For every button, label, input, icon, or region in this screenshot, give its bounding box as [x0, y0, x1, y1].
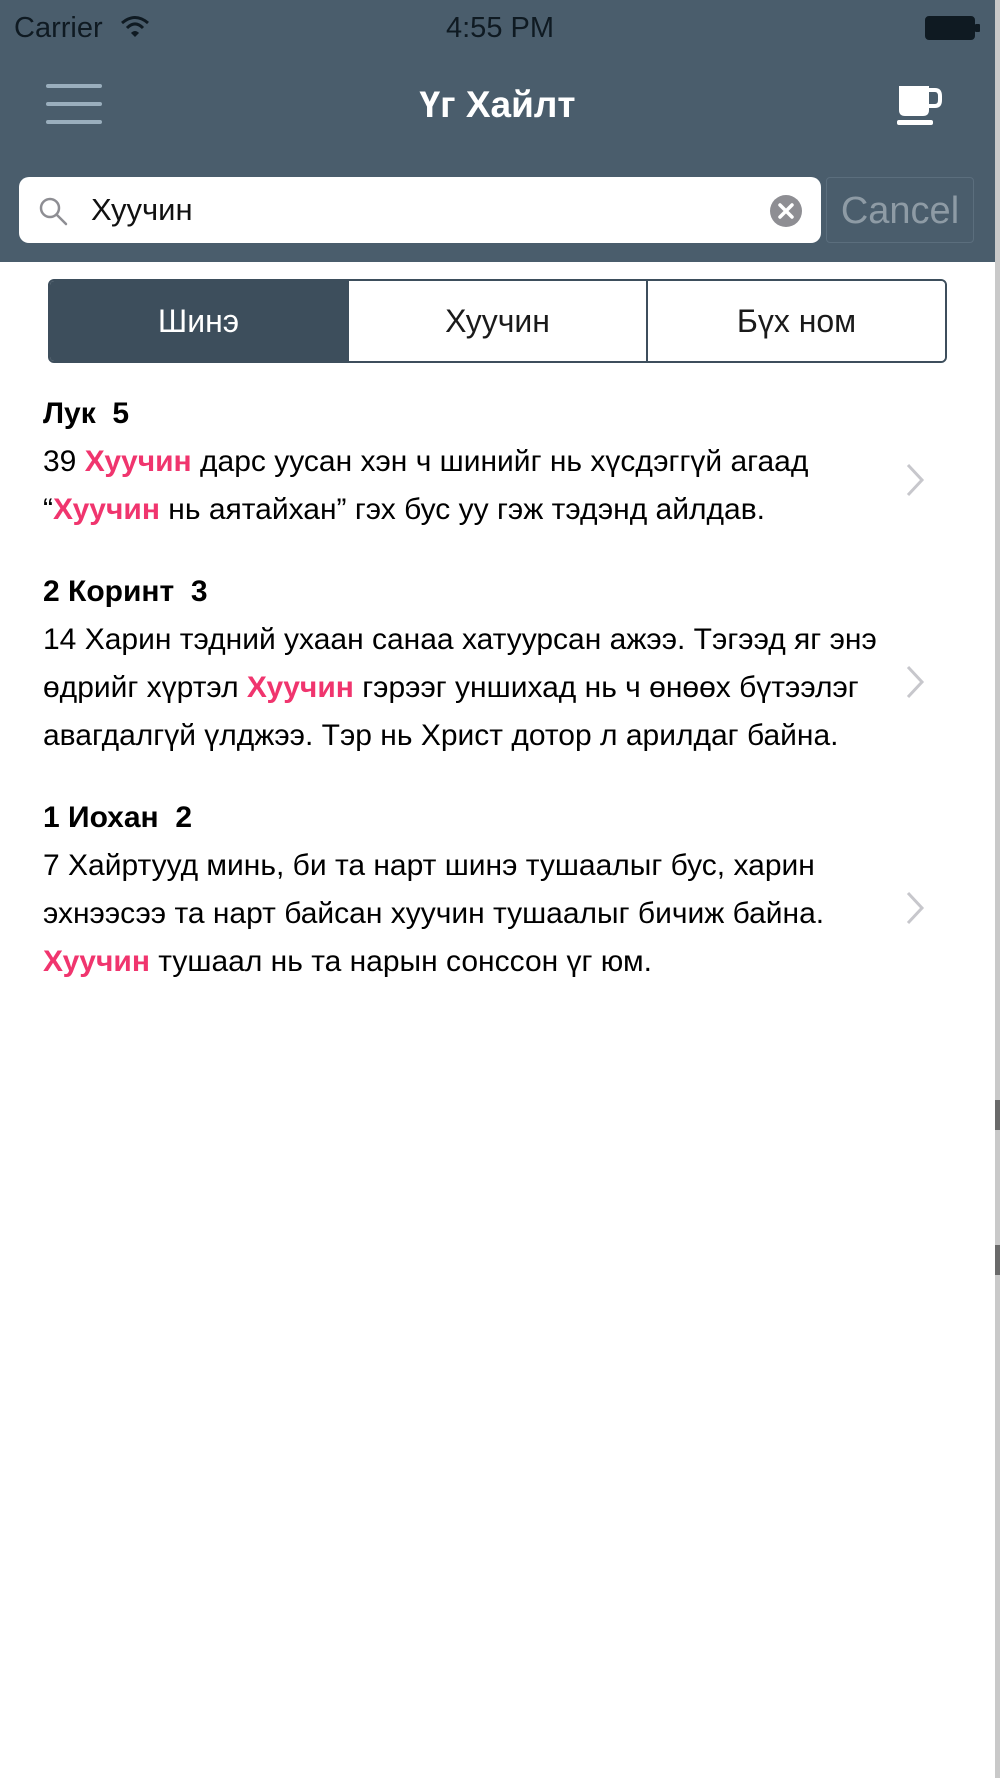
- chevron-right-icon: [905, 890, 925, 926]
- window-edge: [995, 0, 1000, 1778]
- result-verse-text: [43, 616, 915, 760]
- search-field[interactable]: [19, 177, 821, 243]
- status-time: 4:55 PM: [446, 12, 554, 44]
- verse-text-segment: 39: [43, 445, 85, 478]
- battery-icon: [925, 16, 981, 40]
- cancel-button[interactable]: Cancel: [826, 177, 974, 243]
- segment-new[interactable]: Шинэ: [50, 281, 347, 361]
- verse-text-segment: тушаал нь та нарын сонссон үг юм.: [149, 945, 652, 978]
- search-bar: [0, 158, 995, 262]
- chevron-right-icon: [905, 462, 925, 498]
- highlighted-match: Хуучин: [246, 671, 354, 704]
- highlighted-match: Хуучин: [53, 493, 160, 526]
- result-verse-text: [43, 438, 915, 534]
- result-reference: 2 Коринт 3: [43, 575, 208, 608]
- result-reference: 1 Иохан 2: [43, 801, 193, 834]
- segment-old[interactable]: Хуучин: [347, 281, 646, 361]
- verse-text-segment: дарс уусан хэн ч шинийг нь хүсдэггүй агаад “: [43, 445, 809, 526]
- result-reference: Лук 5: [43, 397, 130, 430]
- search-icon: [37, 195, 69, 227]
- carrier-label: Carrier: [14, 12, 103, 44]
- nav-bar: [0, 58, 995, 158]
- verse-text-segment: нь аятайхан” гэх бус уу гэж тэдэнд айлдав.: [159, 493, 765, 526]
- clear-search-icon[interactable]: [769, 194, 803, 228]
- result-verse-text: [43, 842, 915, 986]
- testament-segmented-control: [48, 279, 947, 363]
- highlighted-match: Хуучин: [43, 945, 150, 978]
- verse-text-segment: 7 Хайртууд минь, би та нарт шинэ тушаалыг бус, харин эхнээсээ та нарт байсан хуучин тушаалыг бичиж байна.: [43, 849, 825, 930]
- chevron-right-icon: [905, 664, 925, 700]
- result-item[interactable]: [0, 784, 995, 986]
- segment-all-books[interactable]: Бүх ном: [646, 281, 945, 361]
- verse-text-segment: 14 Харин тэдний ухаан санаа хатуурсан ажээ. Тэгээд яг энэ өдрийг хүртэл: [43, 623, 877, 704]
- page-title: Үг Хайлт: [419, 84, 576, 125]
- result-item[interactable]: [0, 380, 995, 534]
- result-item[interactable]: [0, 558, 995, 760]
- search-results-list: [0, 380, 995, 1010]
- search-input[interactable]: [91, 187, 761, 233]
- highlighted-match: Хуучин: [84, 445, 192, 478]
- verse-text-segment: гэрээг уншихад нь ч өнөөх бүтээлэг авагдалгүй үлджээ. Тэр нь Христ дотор л арилдаг байна.: [43, 671, 859, 752]
- cup-icon[interactable]: [895, 80, 943, 128]
- status-bar: [0, 0, 995, 58]
